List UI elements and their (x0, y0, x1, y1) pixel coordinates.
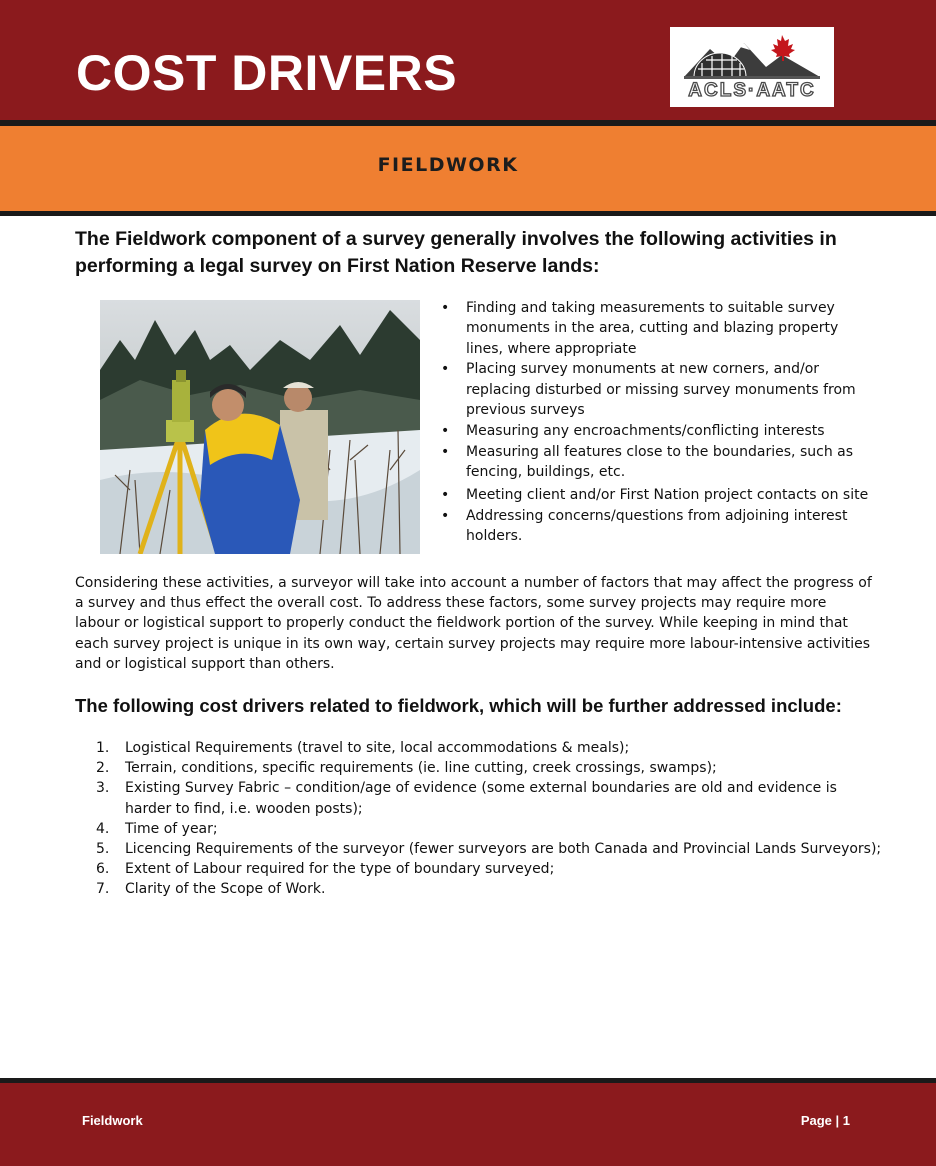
list-item: 2. Terrain, conditions, specific requirements (ie. line cutting, creek crossings, swamps); (96, 760, 717, 777)
acls-logo (670, 27, 834, 107)
section-title: FIELDWORK (377, 154, 519, 176)
list-item: • Measuring all features close to the boundaries, such as fencing, buildings, etc. (441, 443, 854, 480)
list-item: • Measuring any encroachments/conflicting interests (438, 421, 878, 441)
cost-drivers-heading: The following cost drivers related to fieldwork, which will be further addressed include: (75, 695, 842, 716)
bullet-icon: • (441, 361, 450, 378)
intro-line-2: performing a legal survey on First Nation Reserve lands: (75, 255, 600, 277)
section-band (0, 126, 936, 211)
activities-list (438, 298, 878, 547)
list-item: 6. Extent of Labour required for the type of boundary surveyed; (96, 861, 555, 878)
logo-text: ACLS·AATC (688, 80, 816, 101)
page-title: COST DRIVERS (76, 45, 458, 101)
list-item: • Addressing concerns/questions from adjoining interest holders. (441, 507, 848, 545)
intro-line-1: The Fieldwork component of a survey generally involves the following activities in (75, 228, 837, 250)
list-item: • Placing survey monuments at new corners, and/or replacing disturbed or missing survey monuments from previous surveys (441, 361, 856, 418)
bullet-icon: • (441, 300, 450, 316)
list-item: • Meeting client and/or First Nation project contacts on site (438, 485, 878, 505)
list-item: 7. Clarity of the Scope of Work. (96, 881, 326, 898)
band-divider (0, 211, 936, 216)
considerations-paragraph: Considering these activities, a surveyor will take into account a number of factors that may affect the progress of a survey and thus effect the overall cost. To address these factors, some survey projects may require more labour or logistical support to properly conduct the fieldwork portion of the survey. While keeping in mind that each survey project is unique in its own way, certain survey projects may require more labour-intensive activities and or logistical support than others. (75, 575, 872, 672)
bullet-icon: • (441, 443, 450, 460)
intro-heading (75, 226, 875, 280)
list-item: 1. Logistical Requirements (travel to site, local accommodations & meals); (96, 740, 630, 756)
bullet-icon: • (441, 487, 450, 504)
surveyors-photo-icon (100, 300, 420, 554)
list-item: 5. Licencing Requirements of the surveyor (fewer surveyors are both Canada and Provincial Lands Surveyors); (96, 841, 882, 858)
list-item: • Finding and taking measurements to suitable survey monuments in the area, cutting and blazing property lines, where appropriate (441, 300, 839, 357)
list-item: 4. Time of year; (96, 820, 218, 837)
list-item: 3. Existing Survey Fabric – condition/age of evidence (some external boundaries are old and evidence is harder to find, i.e. wooden posts); (96, 780, 837, 817)
footer-section-label: Fieldwork (82, 1113, 143, 1128)
cost-drivers-list (96, 738, 886, 900)
bullet-icon: • (441, 507, 450, 524)
page-footer (0, 1083, 936, 1166)
page-header (0, 0, 936, 120)
bullet-icon: • (441, 422, 450, 439)
page-number: Page | 1 (800, 1113, 850, 1128)
surveyors-photo (100, 300, 420, 554)
